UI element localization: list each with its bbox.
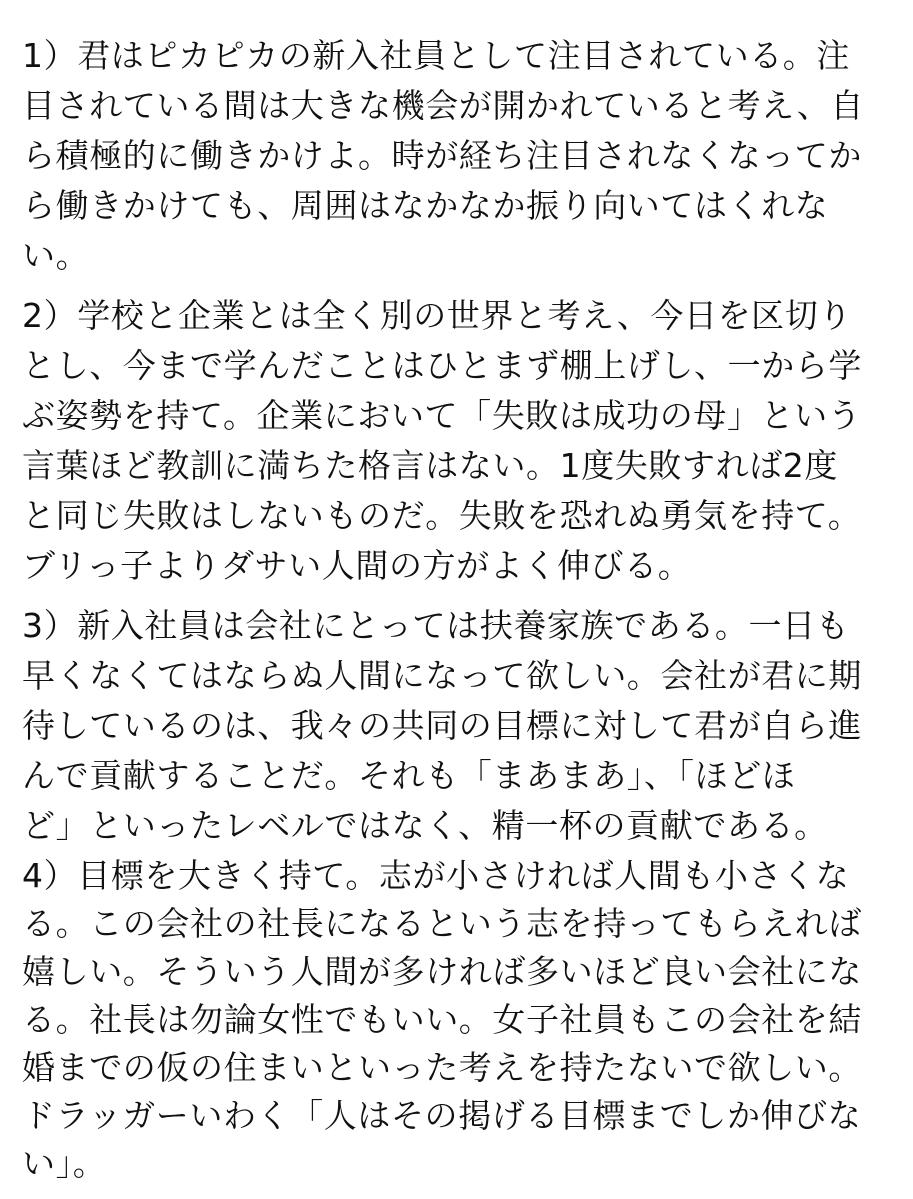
paragraph-2-line-3: ぶ姿勢を持て。企業において「失敗は成功の母」という	[22, 396, 862, 435]
paragraph-3-line-3: 待しているのは、我々の共同の目標に対して君が自ら進	[22, 706, 862, 745]
paragraph-3-line-1: 3）新入社員は会社にとっては扶養家族である。一日も	[22, 606, 850, 645]
paragraph-2-line-2: とし、今まで学んだことはひとまず棚上げし、一から学	[22, 346, 862, 385]
paragraph-2-line-5: と同じ失敗はしないものだ。失敗を恐れぬ勇気を持て。	[22, 496, 862, 535]
paragraph-4-line-6: ドラッガーいわく「人はその掲げる目標までしか伸びな	[22, 1096, 862, 1135]
paragraph-4-line-2: る。この会社の社長になるという志を持ってもらえれば	[22, 904, 862, 943]
paragraph-2-line-1: 2）学校と企業とは全く別の世界と考え、今日を区切り	[22, 296, 852, 335]
paragraph-4-line-7: い」。	[22, 1144, 107, 1183]
paragraph-4-line-1: 4）目標を大きく持て。志が小さければ人間も小さくな	[22, 856, 850, 895]
paragraph-3-line-4: んで貢献することだ。それも「まあまあ」、「ほどほ	[22, 756, 796, 795]
paragraph-1-line-4: ら働きかけても、周囲はなかなか振り向いてはくれな	[22, 186, 829, 225]
paragraph-1-line-1: 1）君はピカピカの新入社員として注目されている。注	[22, 36, 850, 75]
paragraph-4-line-3: 嬉しい。そういう人間が多ければ多いほど良い会社にな	[22, 952, 862, 991]
paragraph-3-line-2: 早くなくてはならぬ人間になって欲しい。会社が君に期	[22, 656, 862, 695]
paragraph-1-line-2: 目されている間は大きな機会が開かれていると考え、自	[22, 86, 864, 125]
paragraph-2-line-4: 言葉ほど教訓に満ちた格言はない。1度失敗すれば2度	[22, 446, 838, 485]
paragraph-3-line-5: ど」といったレベルではなく、精一杯の貢献である。	[22, 806, 828, 845]
paragraph-2-line-6: ブリっ子よりダサい人間の方がよく伸びる。	[22, 546, 692, 585]
paragraph-4-line-5: 婚までの仮の住まいといった考えを持たないで欲しい。	[22, 1048, 862, 1087]
paragraph-1-line-3: ら積極的に働きかけよ。時が経ち注目されなくなってか	[22, 136, 862, 175]
paragraph-1-line-5: い。	[22, 236, 90, 275]
paragraph-4-line-4: る。社長は勿論女性でもいい。女子社員もこの会社を結	[22, 1000, 862, 1039]
